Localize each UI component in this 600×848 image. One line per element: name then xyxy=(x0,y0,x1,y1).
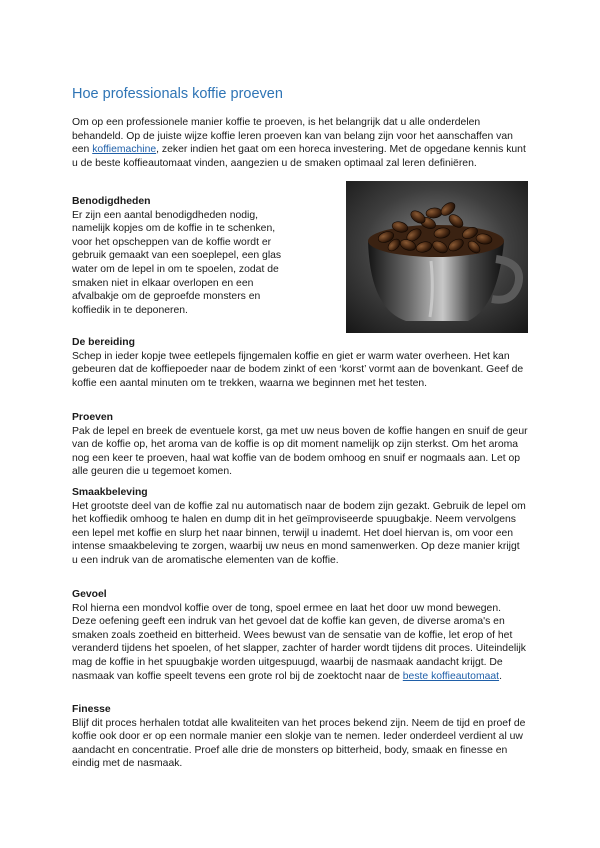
koffiemachine-link[interactable]: koffiemachine xyxy=(92,144,157,156)
body-smaakbeleving: Het grootste deel van de koffie zal nu automatisch naar de bodem zijn gezakt. Gebruik de lepel om het koffiedik omhoog te halen en dump dit in het geïmproviseerde spuugbakje. Neem vervolgens een lepel met koffie en slurp het naar binnen, terwijl u inademt. Het doel hiervan is, om voor een intense smaakbeleving te zorgen, waarbij uw neus en mond samenwerken. Op deze manier krijgt u een indruk van de aromatische elementen van de koffie. xyxy=(72,500,526,566)
body-finesse: Blijf dit proces herhalen totdat alle kwaliteiten van het proces bekend zijn. Neem de tijd en proef de koffie ook door er op een normale manier een slokje van te nemen. Ieder onderdeel verdient al uw aandacht en concentratie. Proef alle drie de monsters op bitterheid, body, smaak en finesse en eindig met de nasmaak. xyxy=(72,717,526,770)
body-benodigdheden: Er zijn een aantal benodigdheden nodig, namelijk kopjes om de koffie in te schenken, voor het opscheppen van de koffie wordt er gebruik gemaakt van een soeplepel, een glas water om de lepel in om te spoelen, zodat de smaken niet in elkaar overlopen en een afvalbakje om de geproefde monsters en koffiedik in te deponeren. xyxy=(72,209,282,316)
body-bereiding: Schep in ieder kopje twee eetlepels fijngemalen koffie en giet er warm water overheen. Het kan gebeuren dat de koffiepoeder naar de bodem zinkt of een ‘korst’ vormt aan de bovenkant. Geef de koffie een aantal minuten om te trekken, waarna we beginnen met het testen. xyxy=(72,350,524,389)
body-proeven: Pak de lepel en breek de eventuele korst, ga met uw neus boven de koffie hangen en snuif de geur van de koffie op, het aroma van de koffie is op dit moment namelijk op zijn sterkst. Om het aroma nog een keer te proeven, haal wat koffie van de bodem omhoog en snuif er nogmaals aan. Let op alle geuren die u tegemoet komen. xyxy=(72,425,528,478)
beste-koffieautomaat-link[interactable]: beste koffieautomaat xyxy=(402,670,500,682)
section-smaakbeleving xyxy=(72,486,528,568)
section-bereiding xyxy=(72,336,528,390)
section-proeven xyxy=(72,411,528,479)
coffee-cup-photo xyxy=(346,181,528,333)
heading-gevoel: Gevoel xyxy=(72,589,107,600)
section-finesse xyxy=(72,703,528,771)
intro-paragraph: Om op een professionele manier koffie te proeven, is het belangrijk dat u alle onderdelen behandeld. Op de juiste wijze koffie leren proeven kan van belang zijn voor het aanschaffen van een koffiemachine, zeker indien het gaat om een horeca investering. Met de opgedane kennis kunt u de beste koffieautomaat vinden, aangezien u de smaken optimaal zal leren definiëren. xyxy=(72,117,526,169)
body-gevoel: Rol hierna een mondvol koffie over de tong, spoel ermee en laat het door uw mond bewegen. Deze oefening geeft een indruk van het gevoel dat de koffie kan geven, de diverse aroma's en smaken zoals zoetheid en bitterheid. Wees bewust van de sensatie van de koffie, let erop of het veranderd tijdens het spoelen, of het slapper, zachter of harder wordt tijdens dit proces. Uiteindelijk mag de koffie in het spuugbakje worden uitgespuugd, waarbij de nasmaak aandacht krijgt. De nasmaak van koffie speelt tevens een grote rol bij de zoektocht naar de beste koffieautomaat. xyxy=(72,602,526,682)
page-title: Hoe professionals koffie proeven xyxy=(72,86,283,102)
section-gevoel xyxy=(72,588,528,683)
heading-benodigdheden: Benodigdheden xyxy=(72,196,151,207)
coffee-beans-cup-icon xyxy=(346,181,528,333)
heading-bereiding: De bereiding xyxy=(72,337,135,348)
heading-proeven: Proeven xyxy=(72,412,114,423)
heading-smaakbeleving: Smaakbeleving xyxy=(72,487,148,498)
heading-finesse: Finesse xyxy=(72,704,111,715)
